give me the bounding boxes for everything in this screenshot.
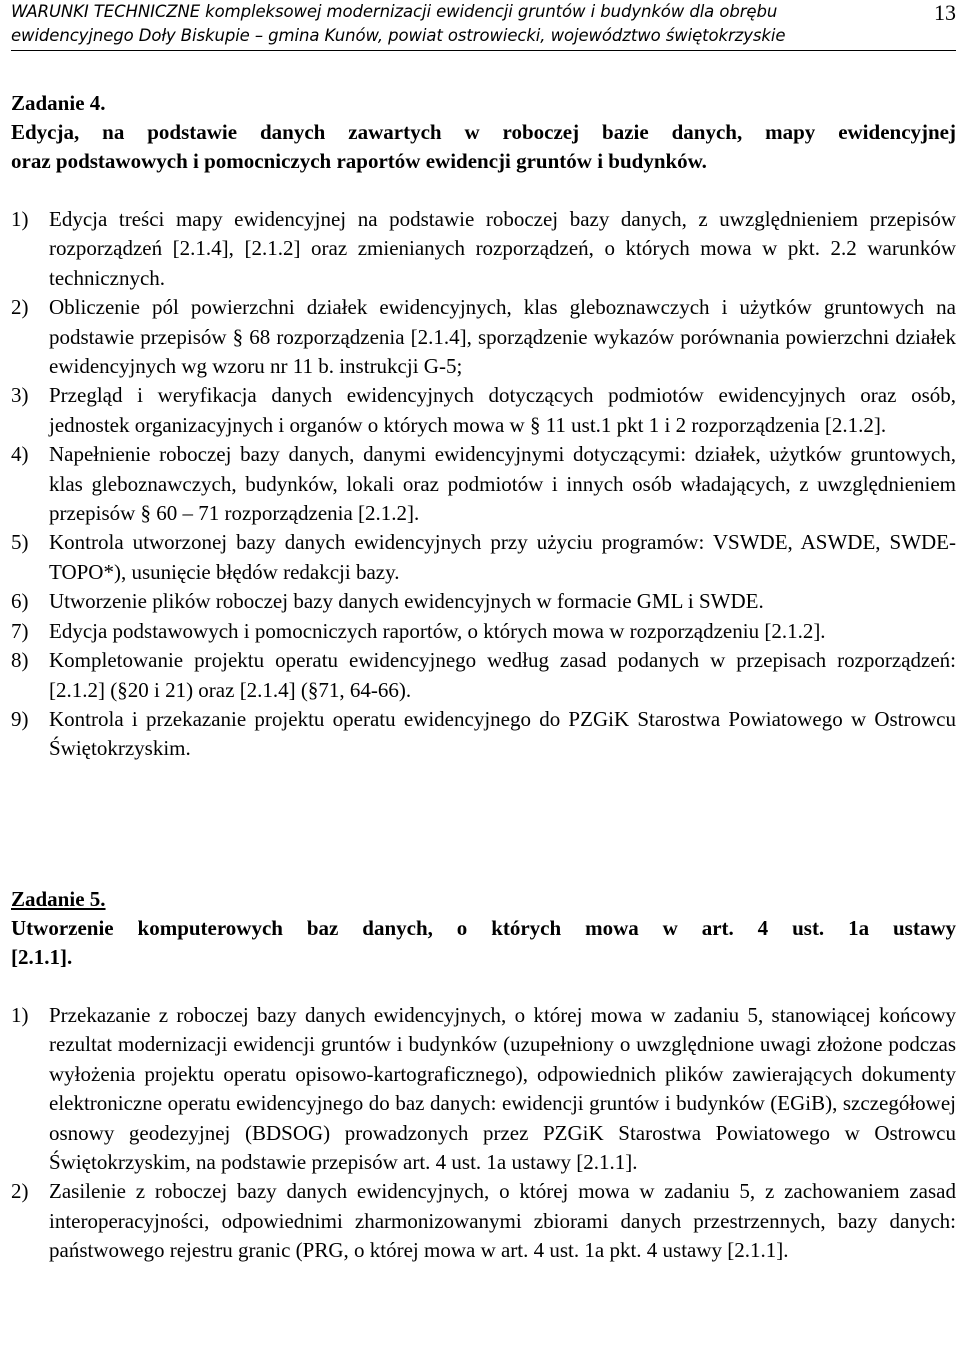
list-item-number: 6) <box>11 589 29 614</box>
list-item-number: 2) <box>11 295 29 320</box>
list-item-number: 3) <box>11 383 29 408</box>
list-item <box>11 1001 956 1177</box>
task-5-list <box>11 1001 956 1266</box>
list-item <box>11 381 956 440</box>
list-item-number: 4) <box>11 442 29 467</box>
list-item <box>11 587 956 616</box>
list-item-text: Zasilenie z roboczej bazy danych ewidencyjnych, o której mowa w zadaniu 5, z zachowaniem zasad interoperacyjności, odpowiednimi zharmonizowanymi zbiorami danych przestrzennych, bazy danych: państwowego rejestru granic (PRG, o której mowa w art. 4 ust. 1a pkt. 4 ustawy [2.1.1]. <box>49 1179 956 1263</box>
list-item-text: Edycja podstawowych i pomocniczych raportów, o których mowa w rozporządzeniu [2.1.2]. <box>49 618 826 643</box>
list-item-number: 5) <box>11 530 29 555</box>
list-item-text: Przegląd i weryfikacja danych ewidencyjnych dotyczących podmiotów ewidencyjnych oraz osób, jednostek organizacyjnych i organów o których mowa w § 11 ust.1 pkt 1 i 2 rozporządzenia [2.1.2]. <box>49 383 956 437</box>
list-item <box>11 617 956 646</box>
task-4-list <box>11 205 956 764</box>
task-4-title-line-2: oraz podstawowych i pomocniczych raportów ewidencji gruntów i budynków. <box>11 149 707 173</box>
task-4-section <box>11 89 956 764</box>
list-item <box>11 705 956 764</box>
page-number: 13 <box>934 0 956 25</box>
list-item-number: 7) <box>11 618 29 643</box>
task-5-section <box>11 885 956 1266</box>
task-5-heading <box>11 885 956 972</box>
list-item <box>11 528 956 587</box>
task-4-title-line-1: Edycja, na podstawie danych zawartych w roboczej bazie danych, mapy ewidencyjnej <box>11 120 956 144</box>
list-item <box>11 205 956 293</box>
list-item <box>11 293 956 381</box>
list-item <box>11 440 956 528</box>
list-item-text: Obliczenie pól powierzchni działek ewidencyjnych, klas gleboznawczych i użytków gruntowych na podstawie przepisów § 68 rozporządzenia [2.1.4], sporządzenie wykazów porównania powierzchni działek ewidencyjnych wg wzoru nr 11 b. instrukcji G-5; <box>49 295 956 379</box>
list-item <box>11 1177 956 1265</box>
running-header <box>11 0 956 51</box>
list-item-number: 8) <box>11 648 29 673</box>
list-item-text: Przekazanie z roboczej bazy danych ewidencyjnych, o której mowa w zadaniu 5, stanowiącej końcowy rezultat modernizacji ewidencji gruntów i budynków (uzupełniony o uwzględnione uwagi złożone podczas wyłożenia projektu operatu opisowo-kartograficznego), odpowiednich plików zawierających dokumenty elektroniczne operatu ewidencyjnego do baz danych: ewidencji gruntów i budynków (EGiB), szczegółowej osnowy geodezyjnej (BDSOG) prowadzonych przez PZGiK Starostwa Powiatowego w Ostrowcu Świętokrzyskim, na podstawie przepisów art. 4 ust. 1a ustawy [2.1.1]. <box>49 1003 956 1175</box>
list-item-text: Napełnienie roboczej bazy danych, danymi ewidencyjnymi dotyczącymi: działek, użytków gruntowych, klas gleboznawczych, budynków, lokali oraz podmiotów i innych osób władających, z uwzględnieniem przepisów § 60 – 71 rozporządzenia [2.1.2]. <box>49 442 956 526</box>
task-4-heading <box>11 89 956 176</box>
list-item-number: 9) <box>11 706 29 731</box>
list-item-number: 1) <box>11 1003 29 1027</box>
list-item-text: Kontrola i przekazanie projektu operatu ewidencyjnego do PZGiK Starostwa Powiatowego w Ostrowcu Świętokrzyskim. <box>49 706 956 761</box>
task-4-label: Zadanie 4. <box>11 91 106 115</box>
list-item-text: Kompletowanie projektu operatu ewidencyjnego według zasad podanych w przepisach rozporządzeń: [2.1.2] (§20 i 21) oraz [2.1.4] (§71, 64-66). <box>49 648 956 702</box>
list-item-number: 2) <box>11 1179 29 1204</box>
list-item-number: 1) <box>11 207 29 231</box>
task-5-title-line-1: Utworzenie komputerowych baz danych, o których mowa w art. 4 ust. 1a ustawy <box>11 916 956 940</box>
list-item-text: Kontrola utworzonej bazy danych ewidencyjnych przy użyciu programów: VSWDE, ASWDE, SWDE-TOPO*), usunięcie błędów redakcji bazy. <box>49 530 956 584</box>
task-5-title-line-2: [2.1.1]. <box>11 945 73 969</box>
list-item-text: Utworzenie plików roboczej bazy danych ewidencyjnych w formacie GML i SWDE. <box>49 589 764 614</box>
header-line-1: WARUNKI TECHNICZNE kompleksowej modernizacji ewidencji gruntów i budynków dla obrębu <box>11 2 778 21</box>
header-line-2: ewidencyjnego Doły Biskupie – gmina Kunów, powiat ostrowiecki, województwo świętokrzyskie <box>11 26 786 45</box>
task-5-label: Zadanie 5. <box>11 887 106 911</box>
list-item <box>11 646 956 705</box>
list-item-text: Edycja treści mapy ewidencyjnej na podstawie roboczej bazy danych, z uwzględnieniem przepisów rozporządzeń [2.1.4], [2.1.2] oraz zmienianych rozporządzeń, o których mowa w pkt. 2.2 warunków technicznych. <box>49 207 956 290</box>
